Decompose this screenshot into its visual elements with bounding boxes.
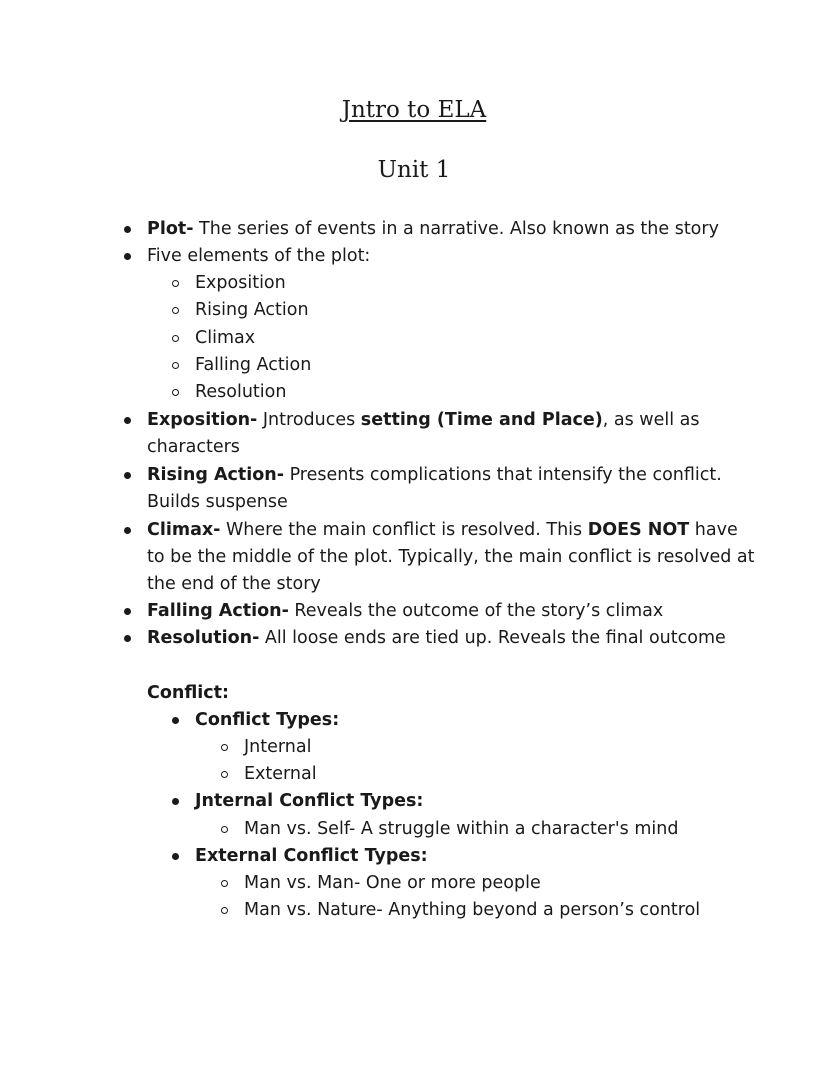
external-conflict-label: External Conflict Types: [195,846,428,866]
conflict-heading: Conflict: [147,683,230,703]
unit-heading: Unit 1 [377,157,451,183]
bullet-circle [221,744,228,751]
bullet-dot [124,608,131,615]
term-falling-action: Falling Action- [147,601,289,621]
bullet-dot [124,635,131,642]
term-exposition: Exposition- [147,410,258,430]
sub-item-falling-action: Falling Action [195,355,312,375]
list-item-rising-action [147,462,722,489]
definition-plot: The series of events in a narrative. Also known as the story [193,219,719,239]
bullet-dot [124,472,131,479]
bullet-dot [172,853,179,860]
term-plot: Plot- [147,219,194,239]
conflict-type-external: External [244,764,317,784]
bullet-circle [172,335,179,342]
emphasis-setting: setting (Time and Place) [360,410,603,430]
bullet-circle [172,362,179,369]
bullet-dot [124,253,131,260]
bullet-dot [124,226,131,233]
bullet-circle [221,826,228,833]
definition-text: Jntroduces [257,410,361,430]
emphasis-does-not: DOES NOT [587,520,690,540]
definition-text: have [689,520,738,540]
list-item-climax-continued: to be the middle of the plot. Typically, the main conflict is resolved at [147,547,755,567]
definition-text: Where the main conflict is resolved. This [220,520,588,540]
bullet-dot [124,417,131,424]
list-item-falling-action [147,598,663,625]
list-item-rising-action-continued: Builds suspense [147,492,288,512]
definition-text: , as well as [602,410,700,430]
list-item-resolution [147,625,726,652]
bullet-circle [172,307,179,314]
definition-text: Presents complications that intensify the conflict. [284,465,722,485]
definition-text: All loose ends are tied up. Reveals the final outcome [259,628,726,648]
sub-item-climax: Climax [195,328,256,348]
list-item-climax-continued: the end of the story [147,574,321,594]
external-conflict-item: Man vs. Nature- Anything beyond a person’s control [244,900,701,920]
bullet-circle [221,771,228,778]
list-item-exposition [147,407,700,434]
sub-item-exposition: Exposition [195,273,286,293]
internal-conflict-label: Jnternal Conflict Types: [195,791,424,811]
list-item-exposition-continued: characters [147,437,240,457]
sub-item-rising-action: Rising Action [195,300,309,320]
bullet-circle [221,907,228,914]
list-item-five-elements: Five elements of the plot: [147,246,371,266]
list-item-plot [147,216,719,243]
external-conflict-item: Man vs. Man- One or more people [244,873,541,893]
bullet-dot [172,798,179,805]
bullet-circle [221,880,228,887]
conflict-type-internal: Jnternal [244,737,312,757]
term-climax: Climax- [147,520,221,540]
term-resolution: Resolution- [147,628,260,648]
term-rising-action: Rising Action- [147,465,284,485]
bullet-circle [172,280,179,287]
bullet-circle [172,389,179,396]
page-title: Jntro to ELA [341,97,487,123]
internal-conflict-item: Man vs. Self- A struggle within a character's mind [244,819,679,839]
bullet-dot [124,527,131,534]
bullet-dot [172,717,179,724]
list-item-climax [147,517,738,544]
conflict-types-label: Conflict Types: [195,710,340,730]
sub-item-resolution: Resolution [195,382,287,402]
definition-text: Reveals the outcome of the story’s climax [288,601,664,621]
